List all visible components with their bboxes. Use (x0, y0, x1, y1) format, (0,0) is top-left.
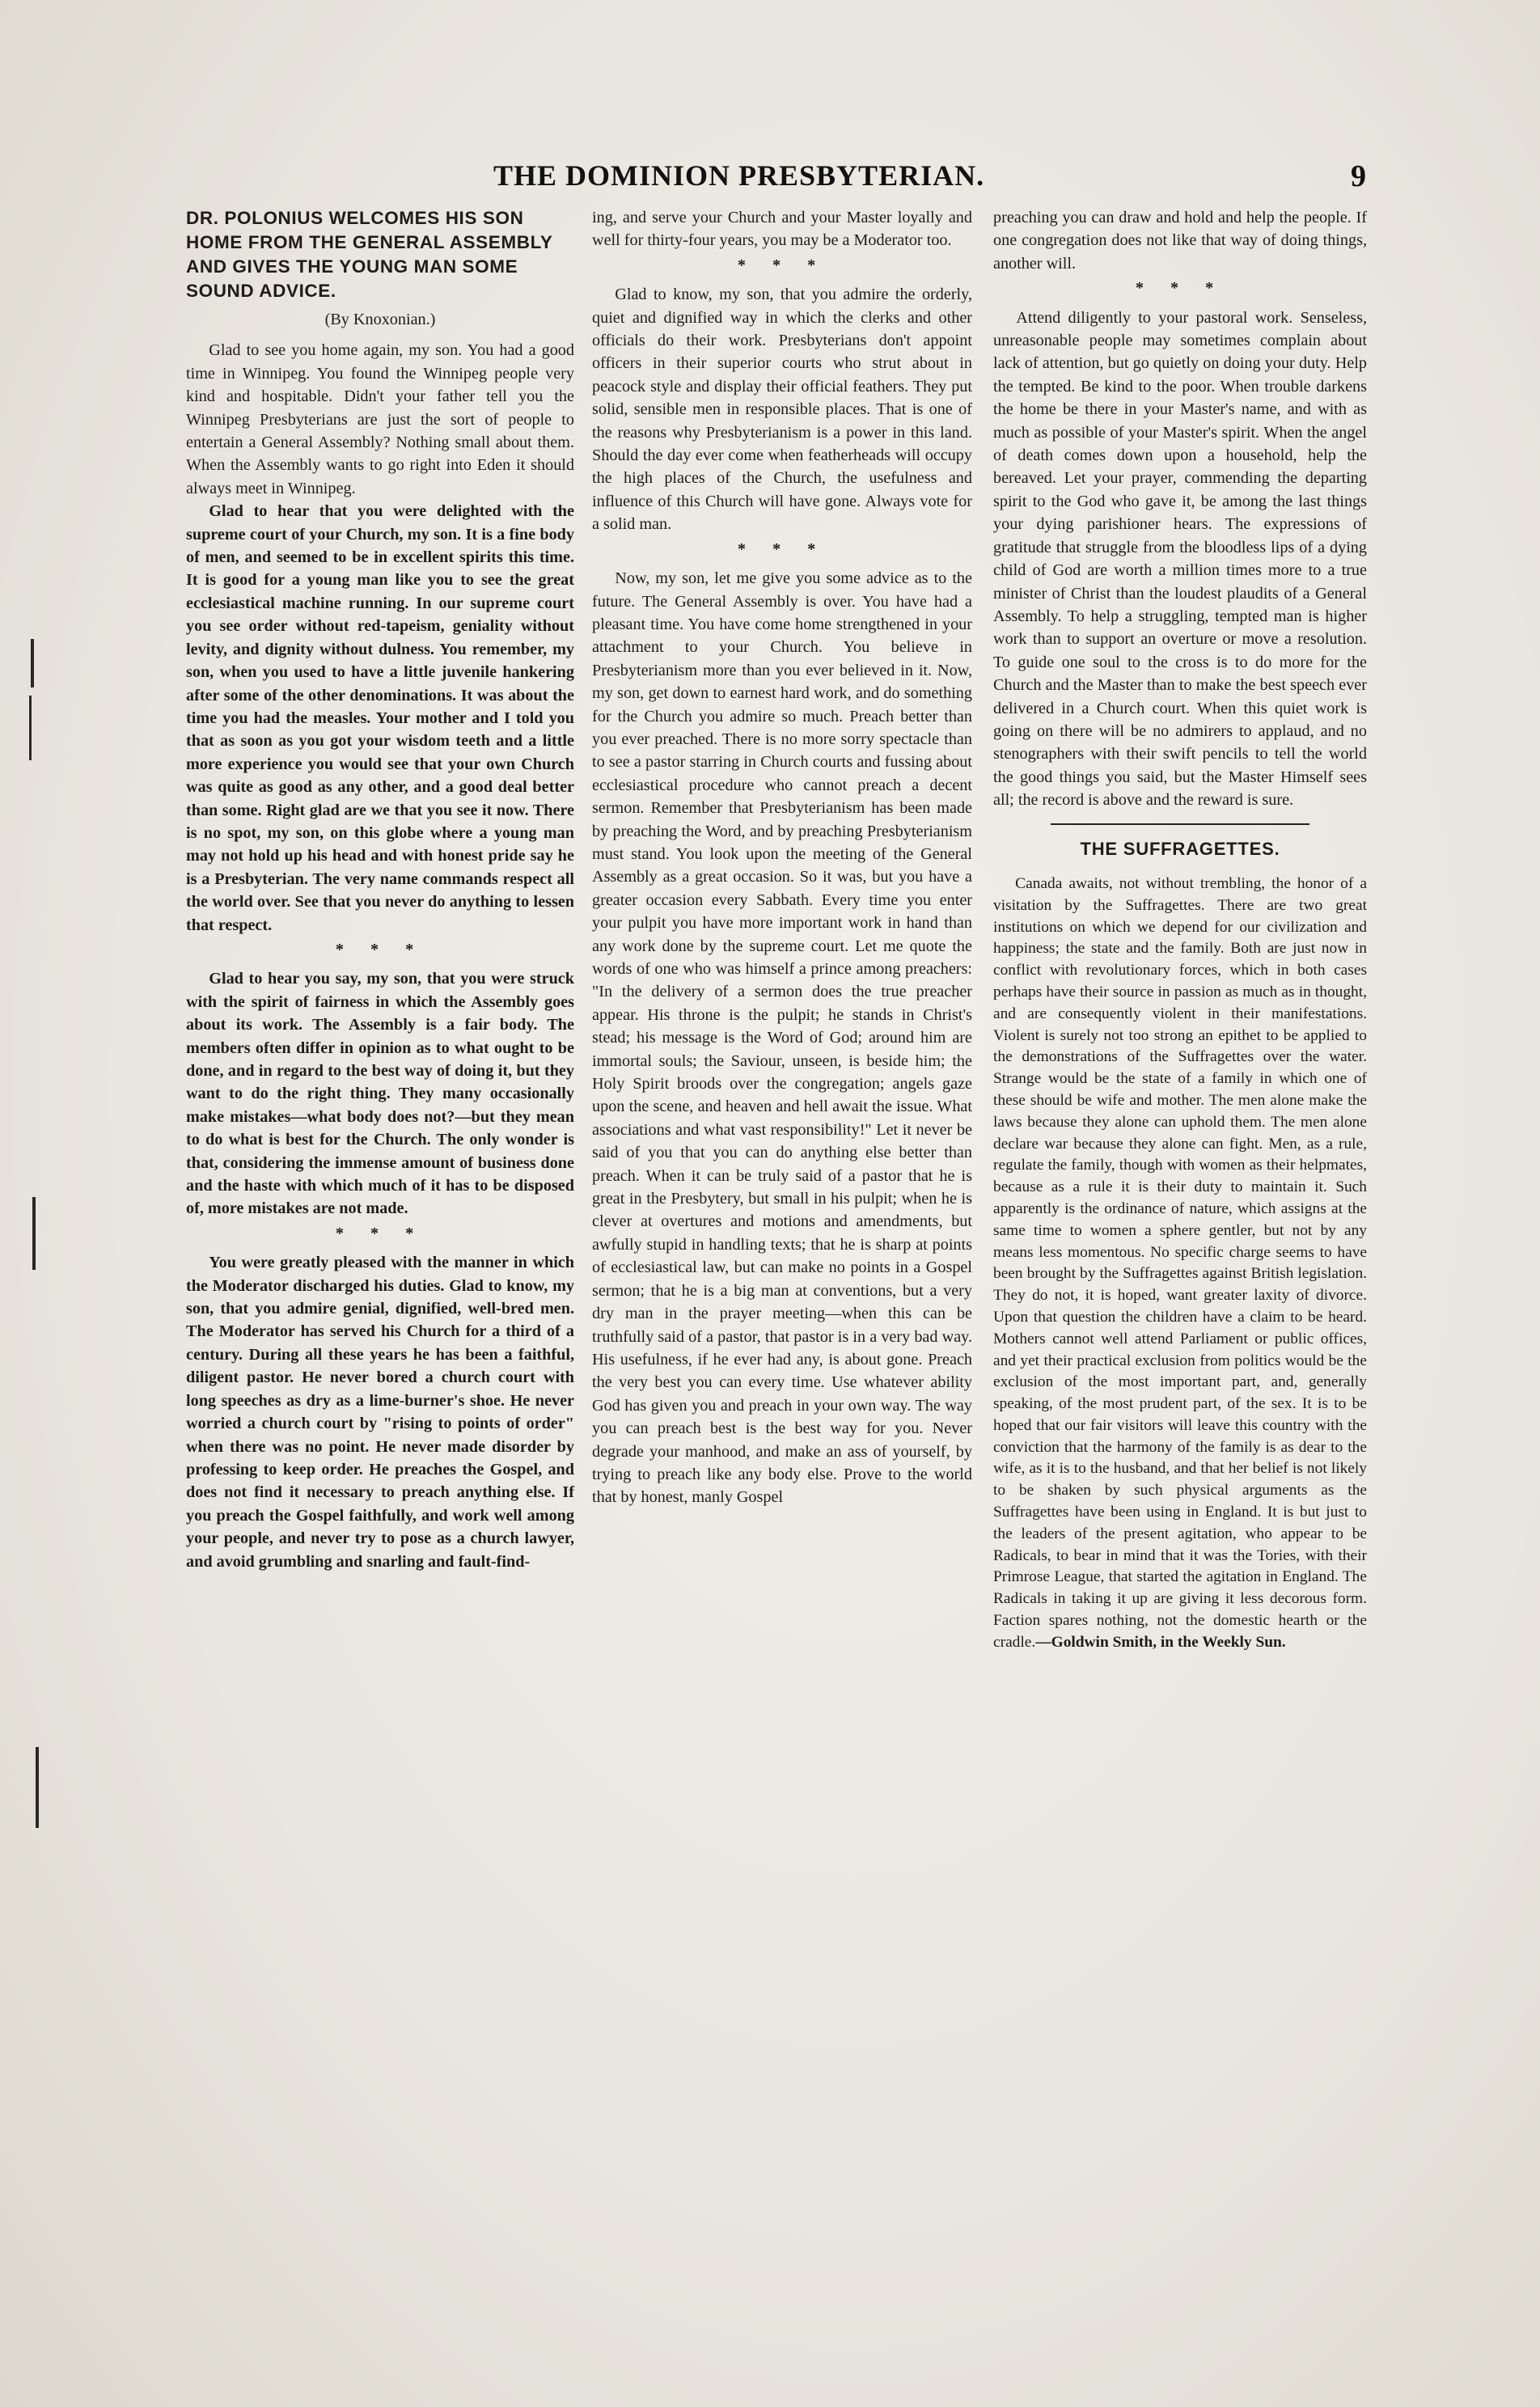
column-1 (186, 206, 574, 1573)
paragraph: Glad to hear you say, my son, that you were struck with the spirit of fairness in which the Assembly goes about its work. The Assembly is a fair body. The members often differ in opinion as to what ought to be done, and in regard to the best way of doing it, but they want to do the right thing. They many occasionally make mistakes—what body does not?—but they mean to do what is best for the Church. The only wonder is that, considering the immense amount of business done and the haste with which much of it has to be disposed of, more mistakes are not made. (186, 970, 574, 1218)
paragraph: ing, and serve your Church and your Master loyally and well for thirty-four years, you may be a Moderator too. (592, 209, 972, 250)
scan-mark (31, 639, 34, 687)
scan-mark (29, 696, 32, 760)
scan-mark (32, 1197, 36, 1270)
paragraph: You were greatly pleased with the manner in which the Moderator discharged his duties. Glad to know, my son, that you admire genial, dignified, well-bred men. The Moderator has served his Church for a third of a century. During all these years he has been a faithful, diligent pastor. He never bored a church court with long speeches as dry as a lime-burner's shoe. He never worried a church court by "rising to points of order" when there was no point. He never made disorder by professing to keep order. He preaches the Gospel, and does not find it necessary to preach anything else. If you preach the Gospel faithfully, and work well among your people, and never try to pose as a church lawyer, and avoid grumbling and snarling and fault-find- (186, 1254, 574, 1571)
divider (1051, 823, 1309, 825)
article-byline: (By Knoxonian.) (324, 311, 436, 328)
suffragettes-title: THE SUFFRAGETTES. (1080, 838, 1280, 859)
section-separator: * * * (1135, 279, 1225, 298)
paragraph: Glad to see you home again, my son. You had a good time in Winnipeg. You found the Winnipeg people very kind and hospitable. Didn't your father tell you the Winnipeg Presbyterians are just the sort of people to entertain a General Assembly? Nothing small about them. When the Assembly wants to go right into Eden it should always meet in Winnipeg. (186, 341, 574, 497)
column-3 (993, 206, 1367, 1654)
section-separator: * * * (737, 539, 827, 558)
section-separator: * * * (737, 256, 827, 274)
paragraph: Glad to know, my son, that you admire the orderly, quiet and dignified way in which the clerks and other officials do their work. Presbyterians don't appoint officers in their superior courts who strut about in peacock style and display their official feathers. They put solid, sensible men in responsible places. That is one of the reasons why Presbyterianism is a power in this land. Should the day ever come when featherheads will occupy the high places of the Church, the usefulness and influence of this Church will have gone. Always vote for a solid man. (592, 286, 972, 534)
scan-mark (36, 1747, 39, 1828)
column-2 (592, 206, 972, 1509)
page-number: 9 (1351, 159, 1366, 193)
paragraph: Now, my son, let me give you some advice as to the future. The General Assembly is over. You have had a pleasant time. You have come home strengthened in your attachment to your Church. You believe in Presbyterianism more than you ever believed in it. Now, my son, get down to earnest hard work, and do something for the Church you admire so much. Preach better than you ever preached. There is no more sorry spectacle than to see a pastor starring in Church courts and fussing about ecclesiastical procedure who cannot preach a decent sermon. Remember that Presbyterianism has been made by preaching the Word, and by preaching Presbyterianism must stand. You look upon the meeting of the General Assembly as a great occasion. So it was, but you have a greater occasion every Sabbath. Every time you enter your pulpit you have more important work in hand than any work done by the supreme court. Let me quote the words of one who was himself a prince among preachers: "In the delivery of a sermon does the true preacher appear. His throne is the pulpit; he stands in Christ's stead; his message is the Word of God; around him are immortal souls; the Saviour, unseen, is beside him; the Holy Spirit broods over the congregation; angels gaze upon the scene, and heaven and hell await the issue. What associations and what vast responsibility!" Let it never be said of you that you can do anything else better than preach. When it can be truly said of a pastor that he is great in the Presbytery, but small in his pulpit; when he is clever at overtures and motions and amendments, but awfully stupid in handling texts; that he is sharp at points of ecclesiastical law, but can make no points in a Gospel sermon; that he is a big man at conventions, but a very dry man in the prayer meeting—when this can be truthfully said of a pastor, that pastor is in a very bad way. His usefulness, if he ever had any, is about gone. Preach the very best you can every time. Use whatever ability God has given you and preach in your own way. The way you can preach best is the best way for you. Never degrade your manhood, and make an ass of yourself, by trying to preach like any body else. Prove to the world that by honest, manly Gospel (592, 569, 972, 1507)
attribution: —Goldwin Smith, in the Weekly Sun. (1035, 1633, 1286, 1651)
paragraph: Attend diligently to your pastoral work. Senseless, unreasonable people may sometimes complain about lack of attention, but go quietly on doing your duty. Help the tempted. Be kind to the poor. When trouble darkens the home be there in your Master's name, and with as much as possible of your Master's spirit. When the angel of death comes down upon a household, help the bereaved. Let your prayer, commending the departing spirit to the God who gave it, be among the last things your dying parishioner hears. The expressions of gratitude that struggle from the bloodless lips of a dying child of God are worth a million times more to a true minister of Christ than the loudest plaudits of a General Assembly. To help a struggling, tempted man is higher work than to support an overture or move a resolution. To guide one soul to the cross is to do more for the Church and the Master than to make the best speech ever delivered in a Church court. When this quiet work is going on there will be no admirers to applaud, and no stenographers with their swift pencils to tell the world the good things you said, but the Master Himself sees all; the record is above and the reward is sure. (993, 308, 1367, 810)
suffragettes-text: Canada awaits, not without trembling, the honor of a visitation by the Suffragettes. There are two great institutions on which we depend for our civilization and happiness; the state and the family. Both are just now in conflict with revolutionary forces, which in both cases perhaps have their source in passion as much as in thought, and are consequently violent in their manifestations. Violent is surely not too strong an epithet to be applied to the demonstrations of the Suffragettes over the water. Strange would be the state of a family in which one of these should be wife and mother. The men alone make the laws because they alone can uphold them. The men alone declare war because they alone can fight. Men, as a rule, regulate the family, though with women as their helpmates, because as a rule it is their duty to maintain it. Such apparently is the ordinance of nature, which assigns at the same time to women a sphere gentler, but not by any means less momentous. No specific charge seems to have been brought by the Suffragettes against British legislation. They do not, it is hoped, want greater laxity of divorce. Upon that question the children have a claim to be heard. Mothers cannot well attend Parliament or public offices, and yet their practical exclusion from politics would be the exclusion of the most important part, and, generally speaking, of the most prudent part, of the sex. It is to be hoped that our fair visitors will leave this country with the conviction that the harmony of the family is as dear to the wife, as it is to the husband, and that her belief is not likely to be shaken by such physical arguments as the Suffragettes have been using in England. It is but just to the leaders of the present agitation, who appear to be Radicals, to bear in mind that it was the Tories, with their Primrose League, that started the agitation in England. The Radicals in taking it up are giving it less decorous form. Faction spares nothing, not the domestic hearth or the cradle. (993, 874, 1367, 1651)
suffragettes-body (993, 874, 1367, 1654)
page-title: THE DOMINION PRESBYTERIAN. (493, 159, 985, 192)
article-title: DR. POLONIUS WELCOMES HIS SON HOME FROM THE GENERAL ASSEMBLY AND GIVES THE YOUNG MAN SOME SOUND ADVICE. (186, 208, 553, 301)
paragraph: Glad to hear that you were delighted with the supreme court of your Church, my son. It is a fine body of men, and seemed to be in excellent spirits this time. It is good for a young man like you to see the great ecclesiastical machine running. In our supreme court you see order without red-tapeism, geniality without levity, and dignity without dulness. You remember, my son, when you used to have a little juvenile hankering after some of the other denominations. It was about the time you had the measles. Your mother and I told you that as soon as you got your wisdom teeth and a little more experience you would see that your own Church was quite as good as any other, and a good deal better than some. Right glad are we that you see it now. There is no spot, my son, on this globe where a young man may not hold up his head and with honest pride say he is a Presbyterian. The very name commands respect all the world over. See that you never do anything to lessen that respect. (186, 502, 574, 934)
paragraph: preaching you can draw and hold and help the people. If one congregation does not like that way of doing things, another will. (993, 209, 1367, 273)
section-separator: * * * (335, 940, 425, 958)
section-separator: * * * (335, 1224, 425, 1242)
